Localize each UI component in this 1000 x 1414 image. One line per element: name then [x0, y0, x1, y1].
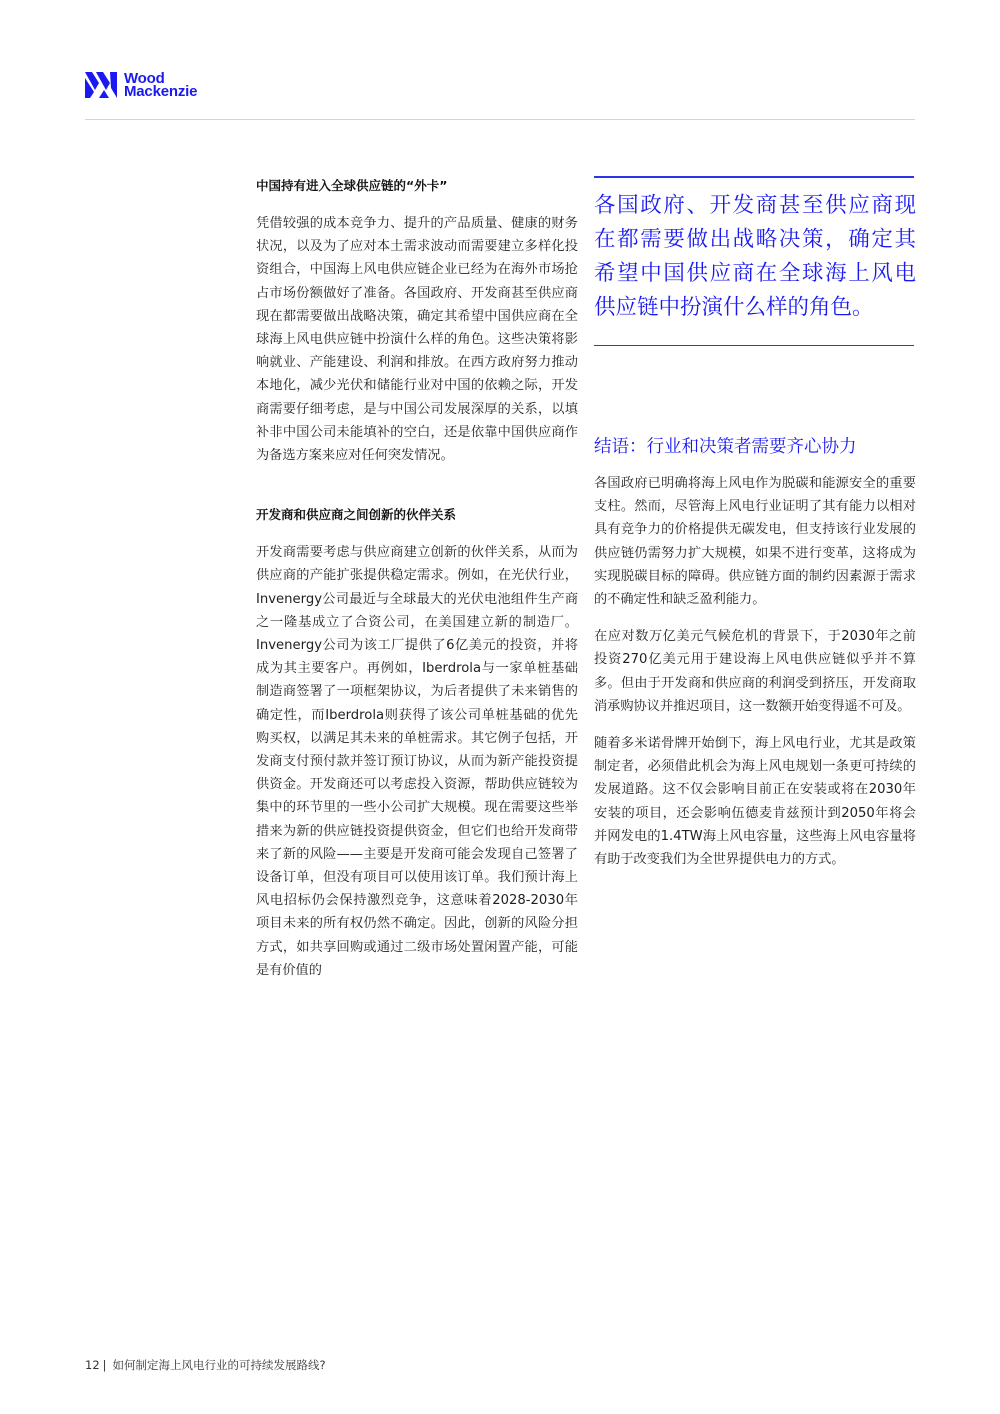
section2-paragraph: 开发商需要考虑与供应商建立创新的伙伴关系，从而为供应商的产能扩张提供稳定需求。例如，在光伏行业，Invenergy公司最近与全球最大的光伏电池组件生产商之一隆基成立了合资公司，在美国建立新的制造厂。Invenergy公司为该工厂提供了6亿美元的投资，并将成为其主要客户。再例如，Iberdrola与一家单桩基础制造商签署了一项框架协议，为后者提供了未来销售的确定性，而Iberdrola则获得了该公司单桩基础的优先购买权，以满足其未来的单桩需求。其它例子包括，开发商支付预付款并签订预订协议，从而为新产能投资提供资金。开发商还可以考虑投入资源，帮助供应链较为集中的环节里的一些小公司扩大规模。现在需要这些举措来为新的供应链投资提供资金，但它们也给开发商带来了新的风险——主要是开发商可能会发现自己签署了设备订单，但没有项目可以使用该订单。我们预计海上风电招标仍会保持激烈竞争，这意味着2028-2030年项目未来的所有权仍然不确定。因此，创新的风险分担方式，如共享回购或通过二级市场处置闲置产能，可能是有价值的 — [256, 545, 578, 978]
page-footer — [85, 1357, 326, 1373]
section1-heading: 中国持有进入全球供应链的“外卡” — [256, 178, 448, 193]
logo-wordmark — [124, 72, 197, 98]
pull-quote: 各国政府、开发商甚至供应商现在都需要做出战略决策，确定其希望中国供应商在全球海上风电供应链中扮演什么样的角色。 — [594, 193, 916, 320]
wood-mackenzie-logo-icon — [85, 72, 117, 98]
right-column — [594, 176, 916, 871]
pull-quote-bottom-rule — [594, 345, 914, 346]
logo-line-2: Mackenzie — [124, 83, 198, 100]
logo — [85, 72, 197, 98]
footer-separator: | — [102, 1358, 107, 1372]
page-number: 12 — [85, 1358, 100, 1372]
section1-paragraph: 凭借较强的成本竞争力、提升的产品质量、健康的财务状况，以及为了应对本土需求波动而需要建立多样化投资组合，中国海上风电供应链企业已经为在海外市场抢占市场份额做好了准备。各国政府、开发商甚至供应商现在都需要做出战略决策，确定其希望中国供应商在全球海上风电供应链中扮演什么样的角色。这些决策将影响就业、产能建设、利润和排放。在西方政府努力推动本地化，减少光伏和储能行业对中国的依赖之际，开发商需要仔细考虑，是与中国公司发展深厚的关系，以填补非中国公司未能填补的空白，还是依靠中国供应商作为备选方案来应对任何突发情况。 — [256, 216, 578, 464]
conclusion-heading: 结语：行业和决策者需要齐心协力 — [594, 437, 857, 457]
conclusion-paragraph-1: 各国政府已明确将海上风电作为脱碳和能源安全的重要支柱。然而，尽管海上风电行业证明了其有能力以相对具有竞争力的价格提供无碳发电，但支持该行业发展的供应链仍需努力扩大规模，如果不进行变革，这将成为实现脱碳目标的障碍。供应链方面的制约因素源于需求的不确定性和缺乏盈利能力。 — [594, 476, 916, 608]
conclusion-paragraph-2: 在应对数万亿美元气候危机的背景下，于2030年之前投资270亿美元用于建设海上风电供应链似乎并不算多。但由于开发商和供应商的利润受到挤压，开发商取消承购协议并推迟项目，这一数额开始变得遥不可及。 — [594, 629, 916, 714]
logo-line-1: Wood — [124, 70, 165, 87]
section2-heading: 开发商和供应商之间创新的伙伴关系 — [256, 507, 457, 523]
header-divider — [85, 119, 915, 120]
footer-document-title: 如何制定海上风电行业的可持续发展路线? — [112, 1358, 326, 1372]
left-column — [256, 176, 578, 982]
pull-quote-top-rule — [594, 176, 914, 178]
conclusion-paragraph-3: 随着多米诺骨牌开始倒下，海上风电行业，尤其是政策制定者，必须借此机会为海上风电规划一条更可持续的发展道路。这不仅会影响目前正在安装或将在2030年安装的项目，还会影响伍德麦肯兹预计到2050年将会并网发电的1.4TW海上风电容量，这些海上风电容量将有助于改变我们为全世界提供电力的方式。 — [594, 736, 916, 868]
